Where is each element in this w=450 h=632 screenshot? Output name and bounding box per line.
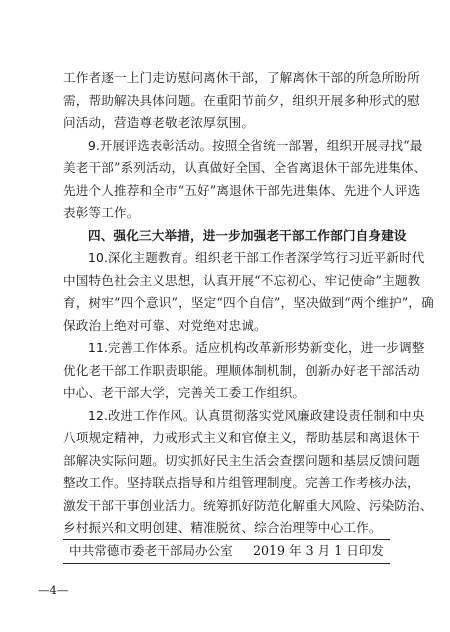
text-line: 激发干部干事创业活力。统筹抓好防范化解重大风险、污染防治、 (63, 497, 433, 513)
item-lead: 10.深化主题教育。 (88, 251, 196, 265)
text-line (63, 247, 425, 270)
text-line: 八项规定精神，力戒形式主义和官僚主义，帮助基层和离退休干 (63, 430, 420, 445)
page-number: —4— (38, 583, 69, 597)
paragraph-continuation (63, 67, 420, 135)
section-heading: 四、强化三大举措，进一步加强老干部工作部门自身建设 (88, 227, 407, 243)
text-line (63, 135, 423, 158)
item-text: 适应机构改革新形势新变化，进一步调整 (195, 340, 425, 355)
item-lead: 12.改进工作作风。 (88, 408, 196, 423)
text-line: 乡村振兴和文明创建、精准脱贫、综合治理等中心工作。 (63, 520, 382, 535)
body-text (63, 67, 434, 540)
text-line: 保政治上绝对可靠、对党绝对忠诚。 (63, 317, 267, 333)
paragraph-item-12 (63, 405, 433, 540)
paragraph-item-9 (63, 135, 427, 225)
footer-bottom-rule (63, 563, 390, 564)
item-lead: 11.完善工作体系。 (88, 341, 196, 355)
text-line: 中国特色社会主义思想，认真开展“不忘初心、牢记使命”主题教 (63, 272, 421, 288)
text-line: 优化老干部工作职责职能。理顺体制机制，创新办好老干部活动 (63, 362, 420, 378)
text-line: 育，树牢“四个意识”，坚定“四个自信”，坚决做到“两个维护”，确 (63, 295, 434, 310)
text-line (63, 337, 425, 360)
item-lead: 9.开展评选表彰活动。 (88, 138, 213, 153)
text-line: 表彰等工作。 (63, 205, 140, 220)
issue-date: 2019 年 3 月 1 日印发 (252, 543, 384, 558)
text-line: 需，帮助解决具体问题。在重阳节前夕，组织开展多种形式的慰 (63, 92, 420, 108)
paragraph-item-11 (63, 337, 425, 405)
item-text: 组织老干部工作者深学笃行习近平新时代 (195, 250, 425, 265)
text-line: 问活动，营造尊老敬老浓厚氛围。 (63, 115, 255, 130)
issuance-footer (63, 539, 390, 563)
item-text: 按照全省统一部署，组织开展寻找“最 (212, 137, 423, 153)
text-line: 整改工作。坚持联点指导和片组管理制度。完善工作考核办法， (63, 475, 420, 490)
item-text: 认真贯彻落实党风廉政建设责任制和中央 (195, 407, 425, 423)
text-line: 中心、老干部大学，完善关工委工作组织。 (63, 385, 306, 400)
text-line: 美老干部”系列活动，认真做好全国、全省离退休干部先进集体、 (63, 160, 427, 175)
issuer-name: 中共常德市委老干部局办公室 (69, 543, 233, 558)
text-line: 先进个人推荐和全市“五好”离退休干部先进集体、先进个人评选 (63, 182, 421, 198)
paragraph-item-10 (63, 247, 434, 337)
text-line (63, 405, 425, 428)
text-line: 工作者逐一上门走访慰问离休干部，了解离休干部的所急所盼所 (63, 70, 420, 85)
footer-top-rule (63, 539, 390, 540)
text-line: 部解决实际问题。切实抓好民主生活会查摆问题和基层反馈问题 (63, 452, 420, 468)
